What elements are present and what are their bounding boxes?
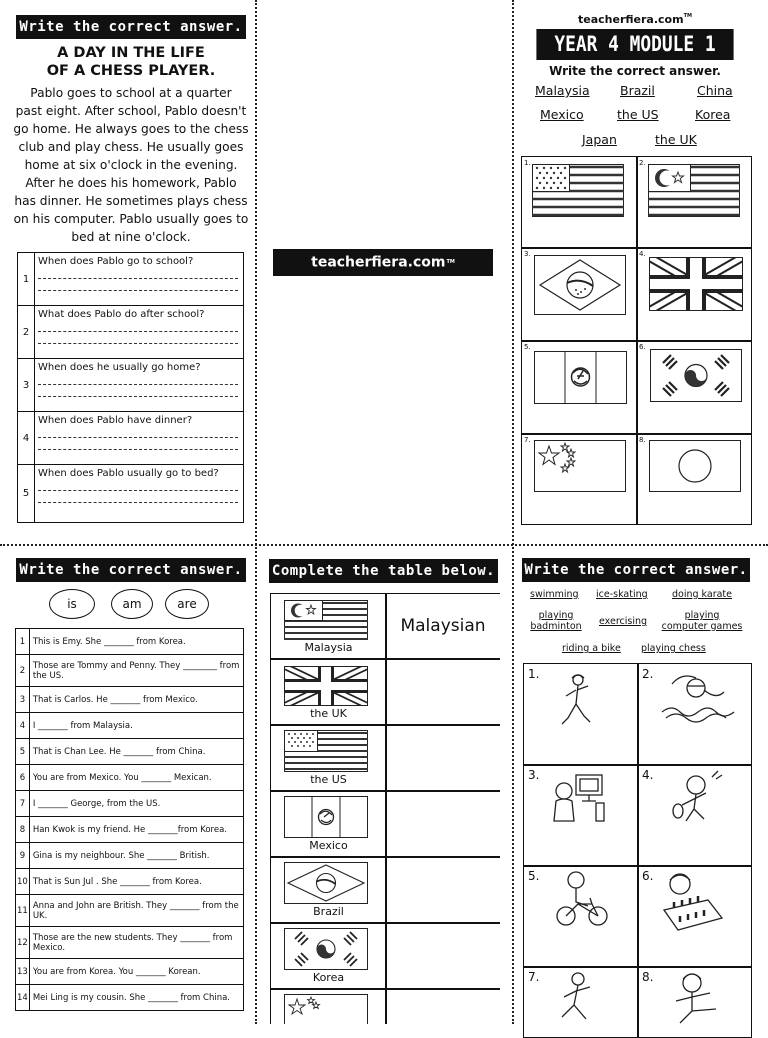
site-label-box: teacherfiera.comTM [273,249,493,276]
us-flag-icon [284,730,368,772]
sentence-row: 5 That is Chan Lee. He _______ from China. [16,739,244,765]
nationality-answer[interactable] [385,857,500,923]
module-title: YEAR 4 MODULE 1 [536,29,733,60]
activity-word: playing computer games [661,610,743,632]
question-text: When does Pablo go to school? [38,256,194,267]
uk-flag-icon [649,257,743,311]
sentence-table [15,628,244,1011]
sentence-row: 6 You are from Mexico. You _______ Mexican. [16,765,244,791]
country-name: Korea [312,971,345,984]
flag-cell: 6. [636,340,752,435]
flag-cell: 3. [521,247,638,342]
country-cell [270,989,387,1024]
nationality-answer[interactable] [385,659,500,725]
answer-line[interactable] [38,438,238,450]
question-text: When does Pablo usually go to bed? [38,468,219,479]
sentence-row: 7 I _______ George, from the US. [16,791,244,817]
option-is: is [49,589,95,619]
running-girl-icon [552,971,602,1027]
malaysia-flag-icon [648,164,740,217]
country-cell [270,725,387,791]
brazil-flag-icon [534,255,626,315]
question-row: 2 What does Pablo do after school? [18,306,244,359]
activity-word: ice-skating [596,589,648,600]
activity-word: exercising [599,616,648,627]
nationality-answer[interactable]: Malaysian [385,593,500,659]
sentence-row: 8 Han Kwok is my friend. He _______from Korea. [16,817,244,843]
word-option: the UK [655,132,697,147]
country-name: Brazil [313,905,344,918]
nationality-table [270,593,500,1024]
sentence-row: 13 You are from Korea. You _______ Korean. [16,959,244,985]
word-option: Malaysia [535,83,590,98]
flag-cell: 7. [521,433,638,525]
picture-cell: 7. [523,966,639,1038]
word-option: Mexico [540,107,584,122]
us-flag-icon [532,164,624,217]
picture-cell: 2. [637,663,752,766]
country-cell [270,593,387,659]
word-option: Korea [695,107,731,122]
sentence-row: 3 That is Carlos. He _______ from Mexico. [16,687,244,713]
bike-boy-icon [554,870,610,928]
answer-line[interactable] [38,320,238,332]
mexico-flag-icon [284,796,368,838]
japan-flag-icon [649,440,741,492]
flag-cell: 2. [636,156,752,249]
activity-word: swimming [530,589,579,600]
nationality-answer[interactable] [385,791,500,857]
question-row: 4 When does Pablo have dinner? [18,412,244,465]
nationality-banner: Complete the table below. [269,559,498,583]
sentence-row: 2 Those are Tommy and Penny. They ________ from the US. [16,655,244,687]
word-option: the US [617,107,659,122]
reading-banner: Write the correct answer. [16,15,246,39]
word-option: Brazil [620,83,655,98]
answer-line[interactable] [38,426,238,438]
flag-cell: 8. [636,433,752,525]
question-table [17,252,244,523]
option-are: are [165,589,209,619]
question-row: 1 When does Pablo go to school? [18,253,244,306]
answer-line[interactable] [38,373,238,385]
flag-cell: 1. [521,156,638,249]
question-row: 3 When does he usually go home? [18,359,244,412]
sentence-row: 9 Gina is my neighbour. She _______ British. [16,843,244,869]
answer-line[interactable] [38,385,238,397]
question-text: When does Pablo have dinner? [38,415,193,426]
country-cell [270,659,387,725]
china-flag-icon [284,994,368,1024]
badminton-boy-icon [666,767,726,829]
chess-girl-icon [658,870,728,936]
answer-line[interactable] [38,267,238,279]
vertical-cut-line-left [255,0,257,1024]
answer-line[interactable] [38,491,238,503]
malaysia-flag-icon [284,600,368,640]
korea-flag-icon [650,349,742,402]
story-title: A DAY IN THE LIFE OF A CHESS PLAYER. [46,45,216,79]
picture-cell: 3. [523,764,639,867]
korea-flag-icon [284,928,368,970]
brazil-flag-icon [284,862,368,904]
uk-flag-icon [284,666,368,706]
flag-cell: 4. [636,247,752,342]
answer-line[interactable] [38,332,238,344]
vertical-cut-line-right [512,0,514,1024]
country-name: the UK [310,707,347,720]
question-text: What does Pablo do after school? [38,309,205,320]
picture-cell: 8. [637,966,752,1038]
picture-cell: 5. [523,865,639,968]
activity-word: playing badminton [530,610,582,632]
nationality-answer[interactable] [385,725,500,791]
sentence-row: 10 That is Sun Jul . She _______ from Korea. [16,869,244,895]
exercising-girl-icon [554,672,598,732]
flag-cell: 5. [521,340,638,435]
horizontal-fold-line [0,544,768,546]
word-option: China [697,83,733,98]
sentence-row: 11 Anna and John are British. They _______ from the UK. [16,895,244,927]
sentence-row: 14 Mei Ling is my cousin. She _______ from China. [16,985,244,1011]
word-option: Japan [582,132,617,147]
activity-word: riding a bike [562,643,621,654]
mexico-flag-icon [534,351,627,404]
sentence-row: 12 Those are the new students. They _______ from Mexico. [16,927,244,959]
sentence-row: 1 This is Emy. She _______ from Korea. [16,629,244,655]
country-name: the US [310,773,347,786]
answer-line[interactable] [38,479,238,491]
option-am: am [111,589,153,619]
china-flag-icon [534,440,626,492]
question-text: When does he usually go home? [38,362,201,373]
picture-cell: 4. [637,764,752,867]
activity-word: doing karate [672,589,733,600]
nationality-answer[interactable] [385,989,500,1024]
swimming-boy-icon [658,670,736,724]
picture-cell: 6. [637,865,752,968]
sentence-row: 4 I _______ from Malaysia. [16,713,244,739]
picture-cell: 1. [523,663,639,766]
answer-line[interactable] [38,279,238,291]
country-name: Mexico [309,839,348,852]
country-cell [270,923,387,989]
country-cell [270,857,387,923]
flag-instruction: Write the correct answer. [549,64,721,78]
nationality-answer[interactable] [385,923,500,989]
activities-banner: Write the correct answer. [522,558,750,582]
country-cell [270,791,387,857]
to-be-banner: Write the correct answer. [16,558,246,582]
karate-boy-icon [666,971,726,1027]
story-text: Pablo goes to school at a quarter past eight. After school, Pablo doesn't go home. He always goes to the chess club and play chess. He usually goes home at six o'clock in the evening. After he does his homework, Pablo has dinner. He sometimes plays chess on his computer. Pablo usually goes to bed at nine o'clock. [13,86,249,244]
site-credit: teacherfiera.com™ [578,13,692,26]
country-name: Malaysia [304,641,353,654]
computer-games-icon [548,771,608,831]
question-row: 5 When does Pablo usually go to bed? [18,465,244,523]
activity-word: playing chess [641,643,706,654]
